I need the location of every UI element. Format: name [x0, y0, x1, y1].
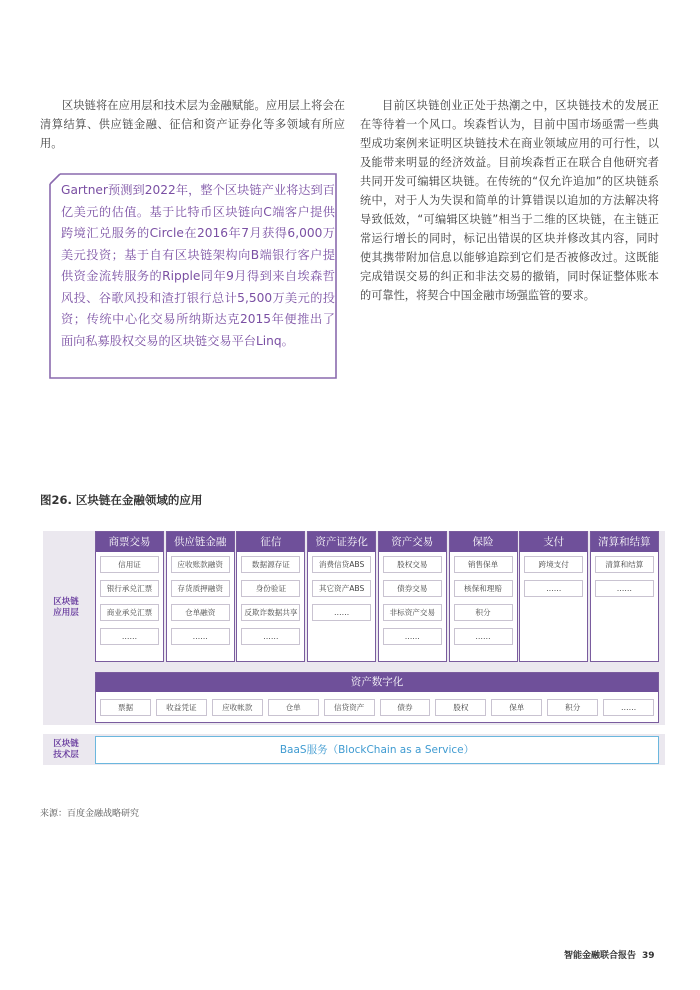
- intro-paragraph-right: 目前区块链创业正处于热潮之中，区块链技术的发展正在等待着一个风口。埃森哲认为，目前中国市场亟需一些典型成功案例来证明区块链技术在商业领域应用的可行性，以及能带来明显的经济效益。目前埃森哲正在联合自他研究者共同开发可编辑区块链。在传统的“仅允许追加”的区块链系统中，对于人为失误和简单的计算错误以追加的方法解决将导致低效，“可编辑区块链”相当于二维的区块链，在主链正常运行增长的同时，标记出错误的区块并修改其内容，同时使其携带附加信息以能够追踪到它们是否被修改过。这既能完成错误交易的纠正和非法交易的撤销，同时保证整体账本的可靠性，将契合中国金融市场强监管的要求。: [360, 99, 659, 302]
- application-column: [449, 531, 518, 662]
- column-item: 存货质押融资: [171, 580, 230, 597]
- application-layer-label: [43, 597, 89, 619]
- digitization-item: 应收帐款: [212, 699, 263, 716]
- application-column: [590, 531, 659, 662]
- column-item: ……: [524, 580, 583, 597]
- column-item: 核保和理赔: [454, 580, 513, 597]
- column-item: 仓单融资: [171, 604, 230, 621]
- column-header: 供应链金融: [167, 532, 234, 552]
- column-item: ……: [241, 628, 300, 645]
- application-column: [519, 531, 588, 662]
- digitization-item: 股权: [435, 699, 486, 716]
- callout-box: [48, 172, 338, 380]
- application-layer-label-line: 应用层: [53, 608, 79, 618]
- digitization-item: 仓单: [268, 699, 319, 716]
- column-item: 消费信贷ABS: [312, 556, 371, 573]
- column-header: 保险: [450, 532, 517, 552]
- column-item: 非标资产交易: [383, 604, 442, 621]
- technology-layer-label: [43, 739, 89, 761]
- application-column: [236, 531, 305, 662]
- digitization-item: 积分: [547, 699, 598, 716]
- technology-layer-label-line: 技术层: [53, 750, 79, 760]
- column-item: 积分: [454, 604, 513, 621]
- page-footer: [564, 948, 655, 961]
- report-title: 智能金融联合报告: [564, 951, 637, 961]
- column-item: ……: [383, 628, 442, 645]
- column-item: 数据源存证: [241, 556, 300, 573]
- column-item: 清算和结算: [595, 556, 654, 573]
- intro-paragraph-left: 区块链将在应用层和技术层为金融赋能。应用层上将会在清算结算、供应链金融、征信和资产证券化等多领域有所应用。: [40, 99, 345, 150]
- baas-service-box: BaaS服务（BlockChain as a Service）: [95, 736, 659, 764]
- column-item: 应收账款融资: [171, 556, 230, 573]
- digitization-item: 保单: [491, 699, 542, 716]
- figure-title: 图26. 区块链在金融领域的应用: [40, 493, 203, 507]
- column-header: 资产证券化: [308, 532, 375, 552]
- digitization-item: 收益凭证: [156, 699, 207, 716]
- application-column: [95, 531, 164, 662]
- application-column: [166, 531, 235, 662]
- column-item: 跨境支付: [524, 556, 583, 573]
- column-item: ……: [171, 628, 230, 645]
- callout-text: Gartner预测到2022年，整个区块链产业将达到百亿美元的估值。基于比特币区块链向C端客户提供跨境汇兑服务的Circle在2016年7月获得6,000万美元投资；基于自有区块链架构向B端银行客户提供资金流转服务的Ripple同年9月得到来自埃森哲风投、谷歌风投和渣打银行总计5,500万美元的投资；传统中心化交易所纳斯达克2015年便推出了面向私募股权交易的区块链交易平台Linq。: [61, 183, 335, 348]
- column-item: ……: [595, 580, 654, 597]
- application-column: [307, 531, 376, 662]
- column-header: 清算和结算: [591, 532, 658, 552]
- column-item: 其它资产ABS: [312, 580, 371, 597]
- digitization-item: 债券: [380, 699, 431, 716]
- asset-digitization-box: [95, 672, 659, 723]
- digitization-item: 票据: [100, 699, 151, 716]
- column-header: 支付: [520, 532, 587, 552]
- column-item: ……: [100, 628, 159, 645]
- column-item: ……: [454, 628, 513, 645]
- asset-digitization-header: 资产数字化: [96, 673, 658, 692]
- column-item: 信用证: [100, 556, 159, 573]
- column-item: 债券交易: [383, 580, 442, 597]
- column-header: 征信: [237, 532, 304, 552]
- column-header: 资产交易: [379, 532, 446, 552]
- digitization-item: 信贷资产: [324, 699, 375, 716]
- asset-digitization-items: [96, 692, 658, 716]
- page-number: 39: [642, 951, 655, 961]
- application-column: [378, 531, 447, 662]
- column-item: 银行承兑汇票: [100, 580, 159, 597]
- column-item: ……: [312, 604, 371, 621]
- column-item: 商业承兑汇票: [100, 604, 159, 621]
- column-item: 股权交易: [383, 556, 442, 573]
- column-item: 反欺诈数据共享: [241, 604, 300, 621]
- source-note: 来源：百度金融战略研究: [40, 809, 140, 819]
- application-layer-label-line: 区块链: [53, 597, 79, 607]
- column-item: 销售保单: [454, 556, 513, 573]
- column-item: 身份验证: [241, 580, 300, 597]
- column-header: 商票交易: [96, 532, 163, 552]
- digitization-item: ……: [603, 699, 654, 716]
- technology-layer-label-line: 区块链: [53, 739, 79, 749]
